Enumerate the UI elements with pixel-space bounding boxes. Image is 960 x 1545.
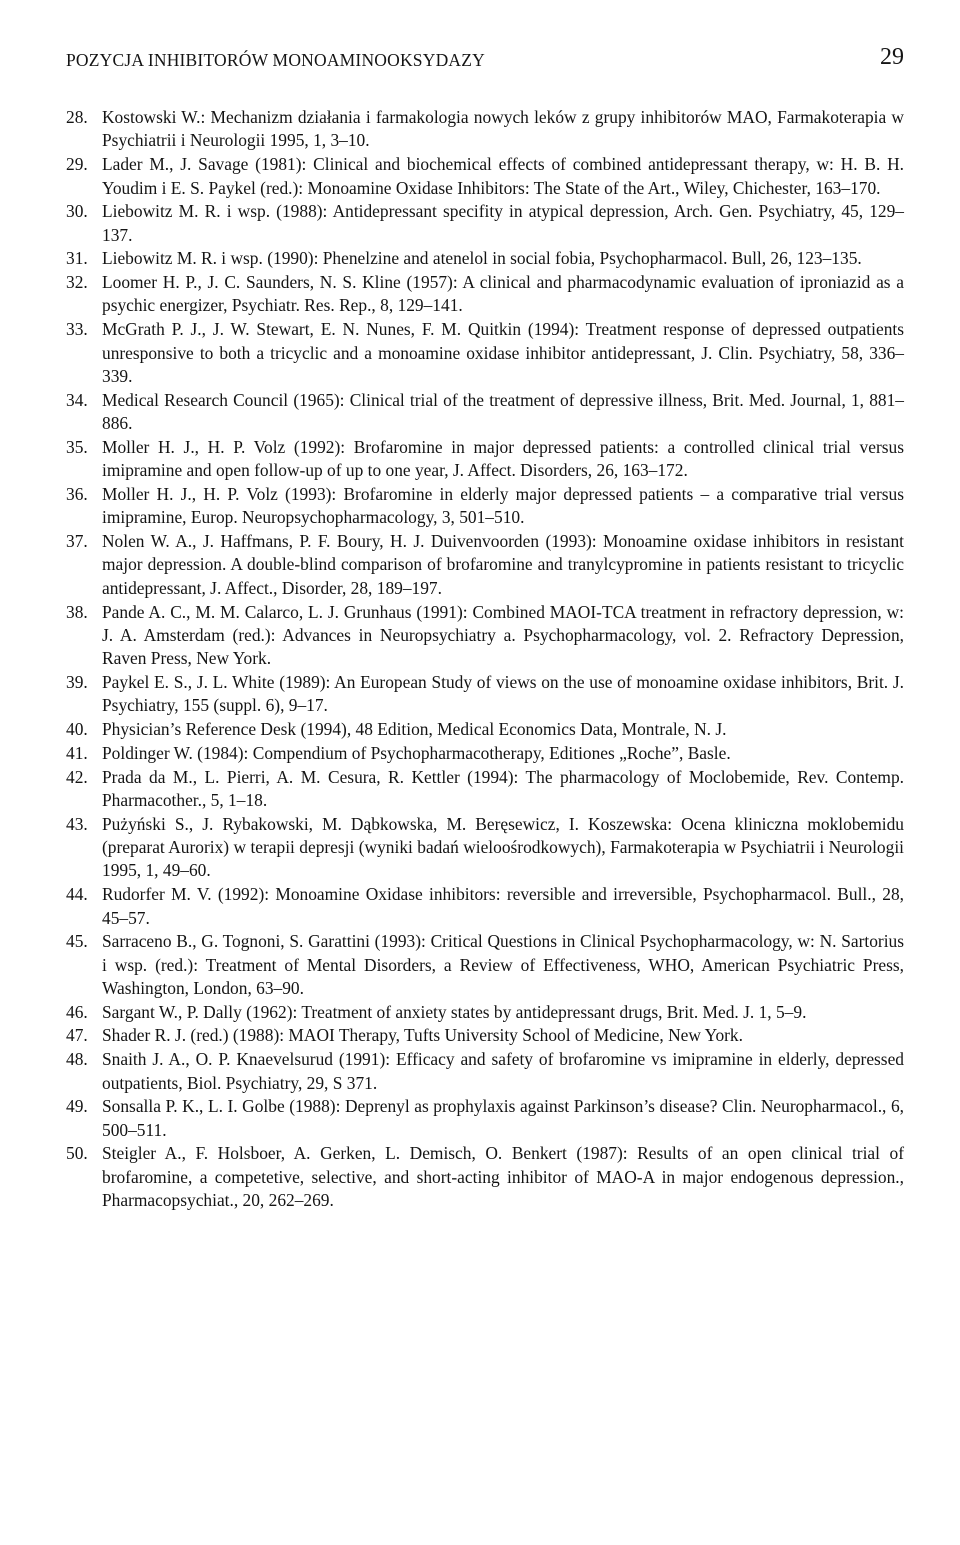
reference-text: Loomer H. P., J. C. Saunders, N. S. Kline (1957): A clinical and pharmacodynamic evaluation of iproniazid as a psychic energizer, Psychiatr. Res. Rep., 8, 129–141.	[102, 272, 904, 316]
reference-number: 47.	[66, 1025, 88, 1046]
reference-item	[66, 930, 904, 1000]
reference-number: 39.	[66, 672, 88, 693]
reference-item	[66, 247, 904, 270]
reference-number: 28.	[66, 107, 88, 127]
reference-item	[66, 601, 904, 671]
reference-number: 38.	[66, 601, 88, 622]
page-header	[66, 44, 904, 80]
reference-text: Shader R. J. (red.) (1988): MAOI Therapy, Tufts University School of Medicine, New York.	[102, 1025, 743, 1046]
reference-item	[66, 1001, 904, 1024]
reference-item	[66, 813, 904, 883]
reference-number: 46.	[66, 1001, 88, 1022]
reference-item	[66, 200, 904, 247]
reference-number: 44.	[66, 884, 88, 905]
reference-number: 43.	[66, 813, 88, 834]
reference-item	[66, 1048, 904, 1095]
reference-item	[66, 1024, 904, 1047]
reference-text: Kostowski W.: Mechanizm działania i farmakologia nowych leków z grupy inhibitorów MAO, Farmakoterapia w Psychiatrii i Neurologii 1995, 1, 3–10.	[102, 107, 904, 151]
reference-item	[66, 671, 904, 718]
reference-number: 50.	[66, 1143, 88, 1164]
reference-number: 30.	[66, 201, 88, 222]
reference-text: Sargant W., P. Dally (1962): Treatment of anxiety states by antidepressant drugs, Brit. Med. J. 1, 5–9.	[102, 1001, 807, 1022]
reference-item	[66, 106, 904, 153]
reference-number: 37.	[66, 530, 88, 551]
reference-item	[66, 436, 904, 483]
reference-text: Steigler A., F. Holsboer, A. Gerken, L. Demisch, O. Benkert (1987): Results of an open clinical trial of brofaromine, a competetive, selective, and short-acting inhibitor of MAO-A in major endogenous depression., Pharmacopsychiat., 20, 262–269.	[102, 1143, 904, 1211]
reference-item	[66, 742, 904, 765]
reference-number: 42.	[66, 766, 88, 787]
reference-text: Moller H. J., H. P. Volz (1992): Brofaromine in major depressed patients: a controlled clinical trial versus imipramine and open follow-up of up to one year, J. Affect. Disorders, 26, 163–172.	[102, 436, 904, 481]
running-title: POZYCJA INHIBITORÓW MONOAMINOOKSYDAZY	[66, 50, 485, 70]
reference-item	[66, 766, 904, 813]
reference-text: Liebowitz M. R. i wsp. (1990): Phenelzine and atenelol in social fobia, Psychopharmacol. Bull, 26, 123–135.	[102, 248, 862, 269]
reference-text: Moller H. J., H. P. Volz (1993): Brofaromine in elderly major depressed patients – a comparative trial versus imipramine, Europ. Neuropsychopharmacology, 3, 501–510.	[102, 483, 904, 528]
reference-text: Prada da M., L. Pierri, A. M. Cesura, R. Kettler (1994): The pharmacology of Moclobemide, Rev. Contemp. Pharmacother., 5, 1–18.	[102, 766, 904, 810]
reference-text: Sonsalla P. K., L. I. Golbe (1988): Deprenyl as prophylaxis against Parkinson’s disease? Clin. Neuropharmacol., 6, 500–511.	[102, 1096, 904, 1140]
reference-number: 41.	[66, 742, 88, 763]
reference-number: 40.	[66, 719, 88, 740]
reference-number: 32.	[66, 272, 88, 293]
reference-text: Paykel E. S., J. L. White (1989): An European Study of views on the use of monoamine oxidase inhibitors, Brit. J. Psychiatry, 155 (suppl. 6), 9–17.	[102, 672, 904, 716]
reference-text: Pande A. C., M. M. Calarco, L. J. Grunhaus (1991): Combined MAOI-TCA treatment in refractory depression, w: J. A. Amsterdam (red.): Advances in Neuropsychiatry a. Psychopharmacology, vol. 2. Refractory Depression, Raven Press, New York.	[102, 601, 904, 669]
reference-text: Pużyński S., J. Rybakowski, M. Dąbkowska, M. Beręsewicz, I. Koszewska: Ocena kliniczna moklobemidu (preparat Aurorix) w terapii depresji (wyniki badań wieloośrodkowych), Farmakoterapia w Psychiatrii i Neurologii 1995, 1, 49–60.	[102, 813, 904, 881]
reference-number: 35.	[66, 436, 88, 457]
reference-item	[66, 389, 904, 436]
reference-item	[66, 483, 904, 530]
reference-item	[66, 1095, 904, 1142]
reference-list	[66, 106, 904, 1213]
reference-text: Rudorfer M. V. (1992): Monoamine Oxidase inhibitors: reversible and irreversible, Psychopharmacol. Bull., 28, 45–57.	[102, 884, 904, 928]
reference-item	[66, 883, 904, 930]
reference-text: Liebowitz M. R. i wsp. (1988): Antidepressant specifity in atypical depression, Arch. Gen. Psychiatry, 45, 129–137.	[102, 201, 904, 245]
reference-number: 45.	[66, 931, 88, 952]
reference-text: Physician’s Reference Desk (1994), 48 Edition, Medical Economics Data, Montrale, N. J.	[102, 719, 727, 740]
reference-item	[66, 318, 904, 388]
reference-text: McGrath P. J., J. W. Stewart, E. N. Nunes, F. M. Quitkin (1994): Treatment response of depressed outpatients unresponsive to both a tricyclic and a monoamine oxidase inhibitor antidepressant, J. Clin. Psychiatry, 58, 336–339.	[102, 319, 904, 386]
reference-item	[66, 153, 904, 200]
reference-text: Poldinger W. (1984): Compendium of Psychopharmacotherapy, Editiones „Roche”, Basle.	[102, 742, 731, 763]
reference-number: 34.	[66, 389, 88, 410]
reference-item	[66, 718, 904, 741]
reference-text: Snaith J. A., O. P. Knaevelsurud (1991): Efficacy and safety of brofaromine vs imipramine in elderly, depressed outpatients, Biol. Psychiatry, 29, S 371.	[102, 1049, 904, 1093]
reference-item	[66, 1142, 904, 1212]
reference-number: 29.	[66, 154, 88, 175]
reference-text: Medical Research Council (1965): Clinical trial of the treatment of depressive illness, Brit. Med. Journal, 1, 881–886.	[102, 389, 904, 434]
reference-text: Nolen W. A., J. Haffmans, P. F. Boury, H. J. Duivenvoorden (1993): Monoamine oxidase inhibitors in resistant major depression. A double-blind comparison of brofaromine and tranylcypromine in patients resistant to tricyclic antidepressant, J. Affect., Disorder, 28, 189–197.	[102, 530, 904, 598]
reference-number: 31.	[66, 248, 88, 269]
page-number: 29	[880, 44, 904, 70]
reference-text: Sarraceno B., G. Tognoni, S. Garattini (1993): Critical Questions in Clinical Psychopharmacology, w: N. Sartorius i wsp. (red.): Treatment of Mental Disorders, a Review of Effectiveness, WHO, American Psychiatric Press, Washington, London, 63–90.	[102, 931, 904, 999]
reference-number: 33.	[66, 319, 88, 340]
reference-text: Lader M., J. Savage (1981): Clinical and biochemical effects of combined antidepressant therapy, w: H. B. H. Youdim i E. S. Paykel (red.): Monoamine Oxidase Inhibitors: The State of the Art., Wiley, Chichester, 163–170.	[102, 154, 904, 198]
reference-item	[66, 271, 904, 318]
reference-number: 36.	[66, 483, 88, 504]
reference-number: 48.	[66, 1049, 88, 1070]
reference-item	[66, 530, 904, 600]
reference-number: 49.	[66, 1096, 88, 1117]
